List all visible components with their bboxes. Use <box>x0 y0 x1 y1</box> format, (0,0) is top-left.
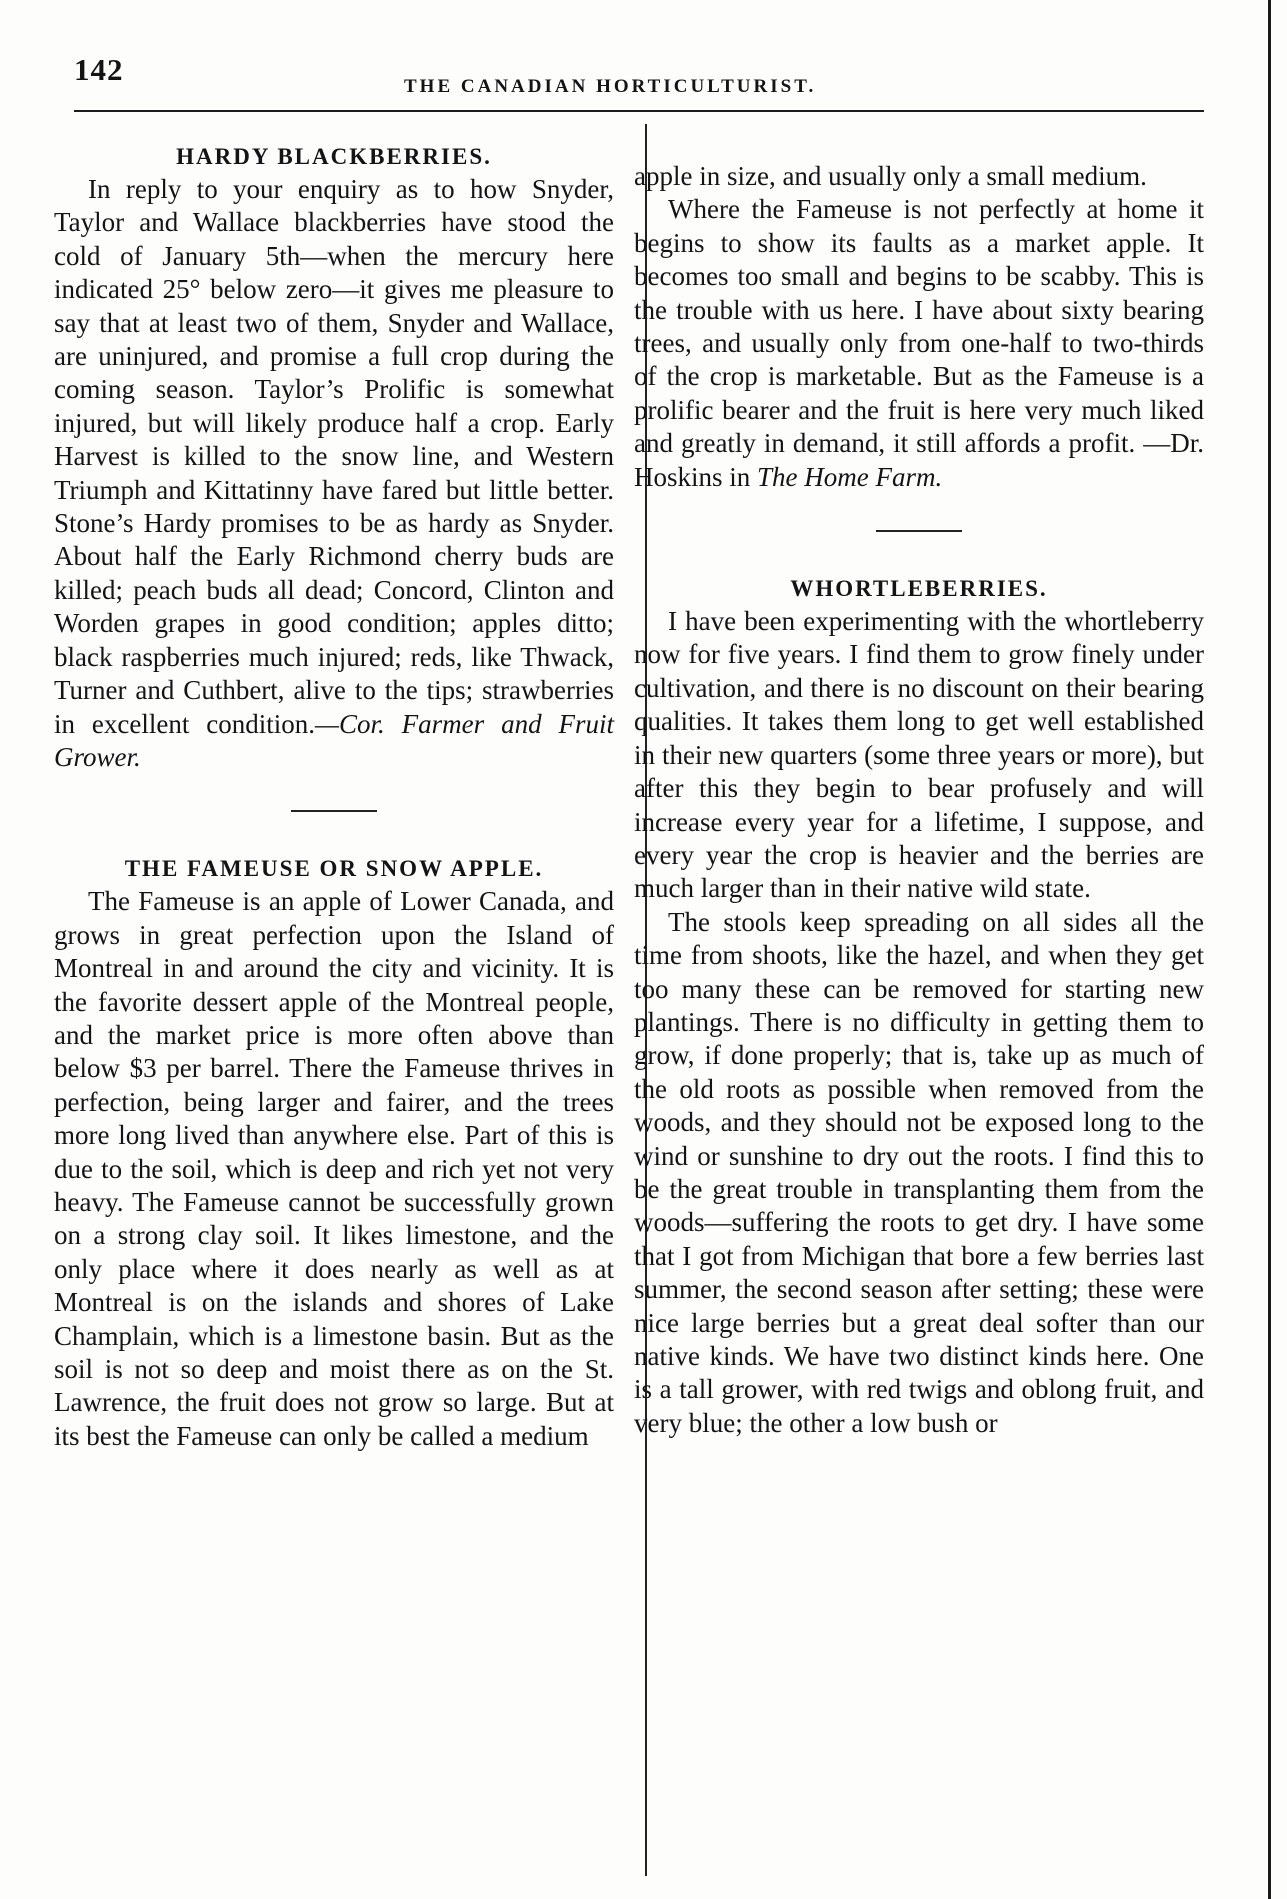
attribution-author: —Dr. Hoskins in <box>634 428 1204 492</box>
right-column <box>634 160 1204 1440</box>
attribution-source: The Home Farm. <box>757 461 943 492</box>
fameuse-paragraph-text: Where the Fameuse is not perfectly at home it begins to show its faults as a market apple. It becomes too small and begins to be scabby. This is the trouble with us here. I have about sixty bearing trees, and usually only from one-half to two-thirds of the crop is marketable. But as the Fameuse is a prolific bearer and the fruit is here very much liked and greatly in demand, it still affords a profit. <box>634 194 1204 459</box>
article-attribution: —Cor. Farmer and Fruit Grower. <box>54 708 614 772</box>
whortleberries-paragraph-1: I have been experimenting with the whortleberry now for five years. I find them to grow finely under cultivation, and there is no discount on their bearing qualities. It takes them long to get well established in their new quarters (some three years or more), but after this they begin to bear profusely and will increase every year for a lifetime, I suppose, and every year the crop is heavier and the berries are much larger than in their native wild state. <box>634 606 1204 904</box>
running-title: THE CANADIAN HORTICULTURIST. <box>404 76 817 97</box>
article-body-hardy-blackberries <box>54 173 614 774</box>
article-body-fameuse: The Fameuse is an apple of Lower Canada, and grows in great perfection upon the Island of Montreal in and around the city and vicinity. It is the favorite dessert apple of the Montreal people, and the market price is more often above than below $3 per barrel. There the Fameuse thrives in perfection, being larger and fairer, and the trees more long lived than anywhere else. Part of this is due to the soil, which is deep and rich yet not very heavy. The Fameuse cannot be successfully grown on a strong clay soil. It likes limestone, and the only place where it does nearly as well as at Montreal is on the islands and shores of Lake Champlain, which is a limestone basin. But as the soil is not so deep and moist there as on the St. Lawrence, the fruit does not grow so large. But at its best the Fameuse can only be called a medium <box>54 886 614 1451</box>
page-edge-line <box>1268 0 1271 1899</box>
left-column <box>54 140 614 1453</box>
page-number: 142 <box>74 52 124 87</box>
header-rule <box>74 110 1204 112</box>
article-title-hardy-blackberries: HARDY BLACKBERRIES. <box>176 144 492 169</box>
article-title-fameuse: THE FAMEUSE OR SNOW APPLE. <box>124 856 544 882</box>
fameuse-paragraph <box>634 193 1204 494</box>
whortleberries-paragraph-2: The stools keep spreading on all sides all the time from shoots, like the hazel, and when they get too many these can be removed for starting new plantings. There is no difficulty in getting them to grow, if done properly; that is, take up as much of the old roots as possible when removed from the woods, and they should not be exposed long to the wind or sunshine to dry out the roots. I find this to be the great trouble in transplanting them from the woods—suffering the roots to get dry. I have some that I got from Michigan that bore a few berries last summer, the second season after setting; these were nice large berries but a great deal softer than our native kinds. We have two distinct kinds here. One is a tall grower, with red twigs and oblong fruit, and very blue; the other a low bush or <box>634 906 1204 1438</box>
article-body-text: In reply to your enquiry as to how Snyder, Taylor and Wallace blackberries have stood the cold of January 5th—when the mercury here indicated 25° below zero—it gives me pleasure to say that at least two of them, Snyder and Wallace, are uninjured, and promise a full crop during the coming season. Taylor’s Prolific is somewhat injured, but will likely produce half a crop. Early Harvest is killed to the snow line, and Western Triumph and Kittatinny have fared but little better. Stone’s Hardy promises to be as hardy as Snyder. About half the Early Richmond cherry buds are killed; peach buds all dead; Concord, Clinton and Worden grapes in good condition; apples ditto; black raspberries much injured; reds, like Thwack, Turner and Cuthbert, alive to the tips; strawberries in excellent condition. <box>54 174 614 739</box>
fameuse-continued-paragraph: apple in size, and usually only a small medium. <box>634 161 1147 191</box>
section-separator <box>876 530 962 532</box>
section-separator <box>291 810 377 812</box>
article-title-whortleberries: WHORTLEBERRIES. <box>790 576 1048 602</box>
